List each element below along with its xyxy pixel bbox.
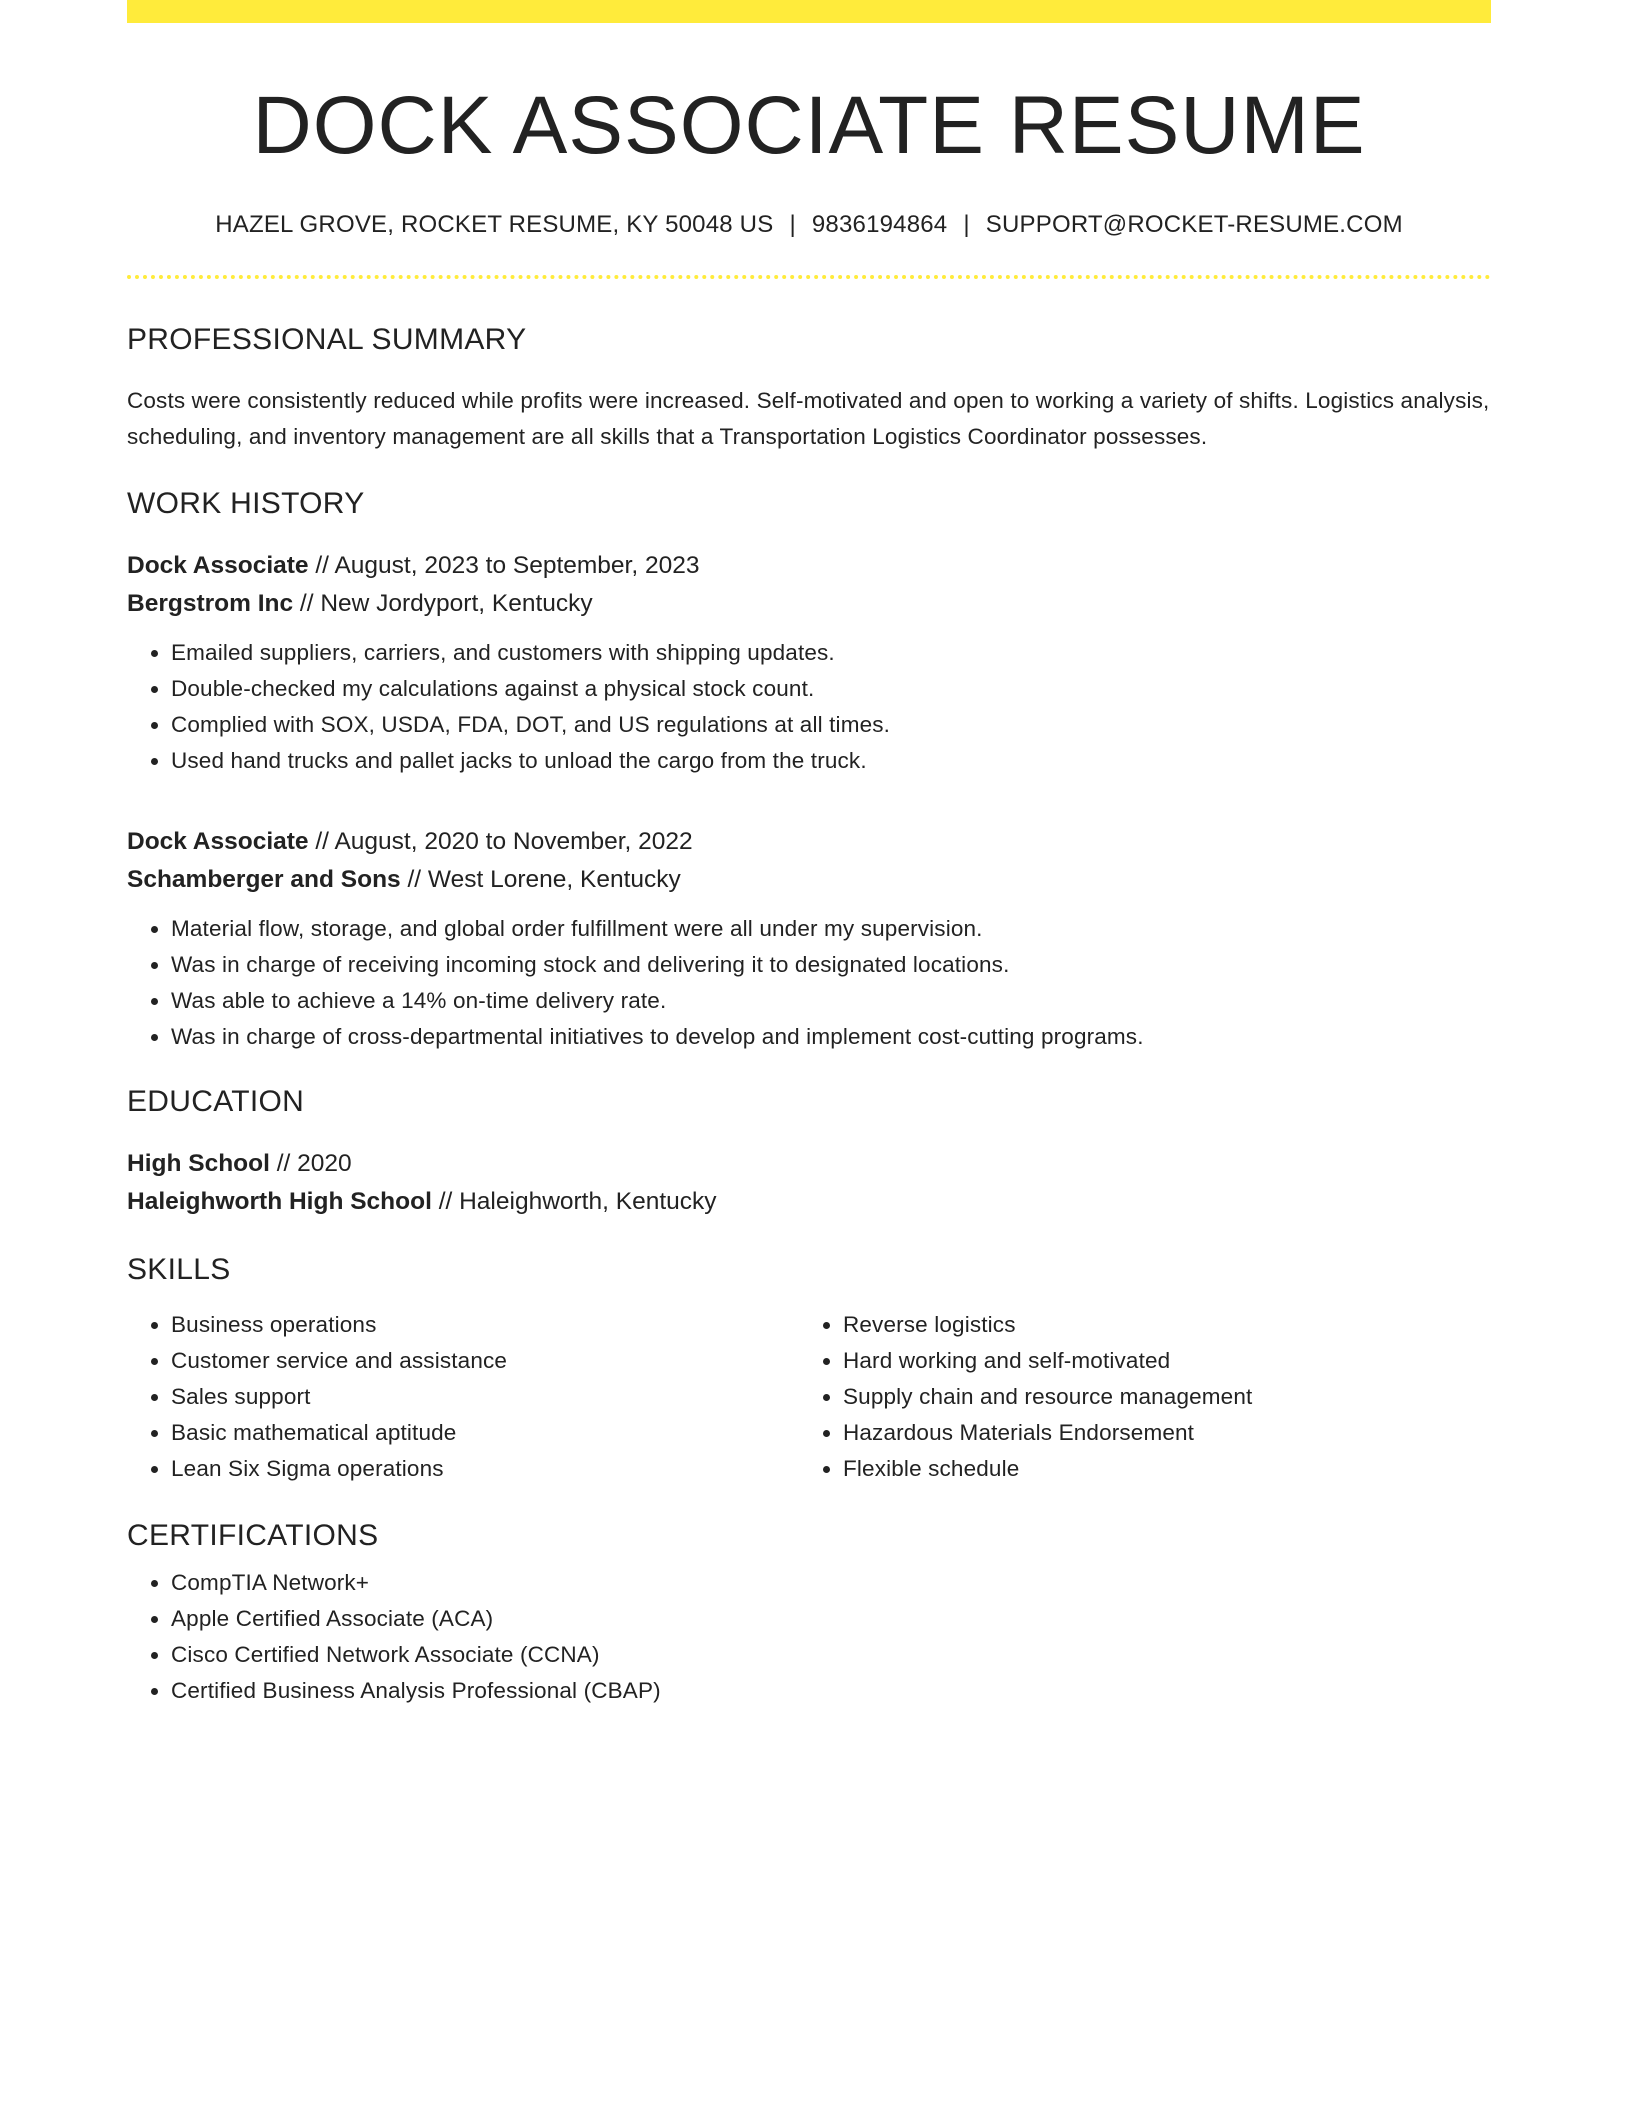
job-bullet: • Was in charge of cross-departmental initiatives to develop and implement cost-cutting programs. [171,1019,1491,1055]
skill-item: • Hazardous Materials Endorsement [843,1415,1471,1451]
job-bullet: • Was in charge of receiving incoming stock and delivering it to designated locations. [171,947,1491,983]
job-bullet: • Was able to achieve a 14% on-time delivery rate. [171,983,1491,1019]
job-company-line [127,861,1491,899]
skill-item: • Flexible schedule [843,1451,1471,1487]
resume-title: DOCK ASSOCIATE RESUME [252,80,1366,171]
skill-item: • Basic mathematical aptitude [171,1415,799,1451]
job-bullet: • Complied with SOX, USDA, FDA, DOT, and US regulations at all times. [171,707,1491,743]
job-entry [127,823,1491,1055]
job-bullets [127,635,1491,779]
job-bullet: • Material flow, storage, and global order fulfillment were all under my supervision. [171,911,1491,947]
job-dates: // August, 2023 to September, 2023 [308,552,700,580]
skill-item: • Supply chain and resource management [843,1379,1471,1415]
skills-columns [127,1307,1491,1487]
skill-item: • Sales support [171,1379,799,1415]
education-heading: EDUCATION [127,1085,305,1119]
contact-separator: | [789,211,796,239]
education-degree-line [127,1145,1491,1183]
skills-list-right [799,1307,1471,1487]
certification-item: • Apple Certified Associate (ACA) [171,1601,1491,1637]
contact-email: SUPPORT@ROCKET-RESUME.COM [985,211,1403,239]
skill-item: • Customer service and assistance [171,1343,799,1379]
education-year: // 2020 [269,1150,352,1178]
education-degree: High School [127,1150,270,1178]
job-bullets [127,911,1491,1055]
certifications-list [127,1565,1491,1709]
job-location: // West Lorene, Kentucky [400,866,681,894]
contact-separator: | [963,211,970,239]
contact-phone: 9836194864 [811,211,948,239]
skills-list-left [127,1307,799,1487]
job-entry [127,547,1491,779]
job-title: Dock Associate [127,552,309,580]
certification-item: • Certified Business Analysis Professional (CBAP) [171,1673,1491,1709]
top-accent-bar [127,0,1491,23]
job-location: // New Jordyport, Kentucky [293,590,593,618]
resume-page [127,0,1491,1709]
education-location: // Haleighworth, Kentucky [431,1188,717,1216]
certification-item: • Cisco Certified Network Associate (CCNA) [171,1637,1491,1673]
job-company: Bergstrom Inc [127,590,294,618]
contact-address: HAZEL GROVE, ROCKET RESUME, KY 50048 US [215,211,774,239]
job-company: Schamberger and Sons [127,866,401,894]
summary-text: Costs were consistently reduced while profits were increased. Self-motivated and open to working a variety of shifts. Logistics analysis, scheduling, and inventory management are all skills that a Transportation Logistics Coordinator possesses. [127,388,1490,450]
job-title-line [127,823,1491,861]
education-entry [127,1145,1491,1221]
job-dates: // August, 2020 to November, 2022 [308,828,693,856]
education-school-line [127,1183,1491,1221]
summary-heading: PROFESSIONAL SUMMARY [127,323,527,357]
job-title-line [127,547,1491,585]
job-bullet: • Double-checked my calculations against a physical stock count. [171,671,1491,707]
job-bullet: • Used hand trucks and pallet jacks to unload the cargo from the truck. [171,743,1491,779]
contact-line [127,211,1491,239]
dotted-divider [127,275,1491,279]
skill-item: • Lean Six Sigma operations [171,1451,799,1487]
certifications-heading: CERTIFICATIONS [127,1519,379,1553]
work-history-heading: WORK HISTORY [127,487,365,521]
job-bullet: • Emailed suppliers, carriers, and customers with shipping updates. [171,635,1491,671]
skill-item: • Hard working and self-motivated [843,1343,1471,1379]
certification-item: • CompTIA Network+ [171,1565,1491,1601]
skill-item: • Reverse logistics [843,1307,1471,1343]
skills-heading: SKILLS [127,1253,231,1287]
job-title: Dock Associate [127,828,309,856]
education-school: Haleighworth High School [127,1188,432,1216]
job-company-line [127,585,1491,623]
skill-item: • Business operations [171,1307,799,1343]
